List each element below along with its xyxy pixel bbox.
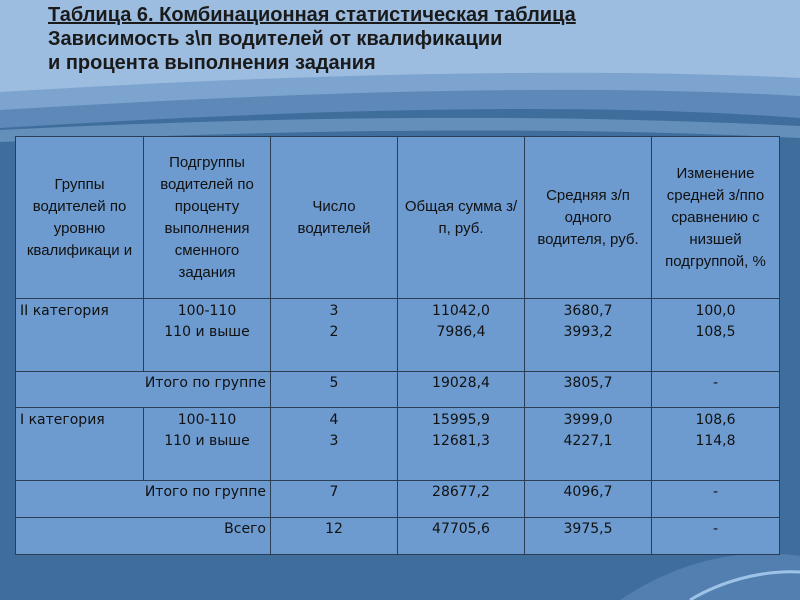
subgroup-value: 110 и выше (164, 324, 250, 340)
category-cell: I категория (16, 408, 144, 481)
change-value: 100,0 (695, 303, 736, 319)
stat-table (15, 136, 780, 555)
average-value: 3999,0 (563, 412, 613, 428)
header-cell-sum: Общая сумма з/п, руб. (398, 137, 525, 299)
change-cell (652, 408, 780, 481)
subtotal-row (16, 372, 780, 408)
change-value: 114,8 (695, 433, 736, 449)
average-cell (525, 299, 652, 372)
sum-cell (398, 408, 525, 481)
sum-value: 15995,9 (432, 412, 490, 428)
subtotal-average: 3805,7 (525, 372, 652, 408)
title-line-1: Таблица 6. Комбинационная статистическая таблица (48, 4, 576, 26)
title-line-3: и процента выполнения задания (48, 52, 376, 74)
subtotal-sum: 28677,2 (398, 481, 525, 518)
page-title (48, 3, 576, 75)
subtotal-label: Итого по группе (16, 481, 271, 518)
grand-total-row (16, 518, 780, 555)
subtotal-average: 4096,7 (525, 481, 652, 518)
count-value: 4 (329, 412, 339, 428)
title-line-2: Зависимость з\п водителей от квалификации (48, 28, 503, 50)
subtotal-count: 7 (271, 481, 398, 518)
change-cell (652, 299, 780, 372)
grand-total-change: - (652, 518, 780, 555)
grand-total-average: 3975,5 (525, 518, 652, 555)
subtotal-row (16, 481, 780, 518)
header-cell-count: Число водителей (271, 137, 398, 299)
table-row (16, 408, 780, 481)
sum-value: 7986,4 (436, 324, 486, 340)
header-cell-average: Средняя з/п одного водителя, руб. (525, 137, 652, 299)
header-cell-subgroup: Подгруппы водителей по проценту выполнения сменного задания (144, 137, 271, 299)
table-row (16, 299, 780, 372)
sum-value: 11042,0 (432, 303, 490, 319)
subgroup-value: 100-110 (177, 303, 237, 319)
count-value: 3 (329, 433, 339, 449)
sum-cell (398, 299, 525, 372)
change-value: 108,5 (695, 324, 736, 340)
subtotal-label: Итого по группе (16, 372, 271, 408)
subgroup-cell (144, 299, 271, 372)
subgroup-cell (144, 408, 271, 481)
grand-total-count: 12 (271, 518, 398, 555)
average-value: 3993,2 (563, 324, 613, 340)
subtotal-change: - (652, 372, 780, 408)
category-cell: II категория (16, 299, 144, 372)
average-value: 4227,1 (563, 433, 613, 449)
count-cell (271, 299, 398, 372)
count-cell (271, 408, 398, 481)
grand-total-label: Всего (16, 518, 271, 555)
subtotal-count: 5 (271, 372, 398, 408)
grand-total-sum: 47705,6 (398, 518, 525, 555)
sum-value: 12681,3 (432, 433, 490, 449)
header-cell-group: Группы водителей по уровню квалификаци и (16, 137, 144, 299)
count-value: 2 (329, 324, 339, 340)
average-cell (525, 408, 652, 481)
header-cell-change: Изменение средней з/ппо сравнению с низшей подгруппой, % (652, 137, 780, 299)
subgroup-value: 100-110 (177, 412, 237, 428)
subtotal-change: - (652, 481, 780, 518)
average-value: 3680,7 (563, 303, 613, 319)
header-row (16, 137, 780, 299)
subtotal-sum: 19028,4 (398, 372, 525, 408)
count-value: 3 (329, 303, 339, 319)
subgroup-value: 110 и выше (164, 433, 250, 449)
change-value: 108,6 (695, 412, 736, 428)
